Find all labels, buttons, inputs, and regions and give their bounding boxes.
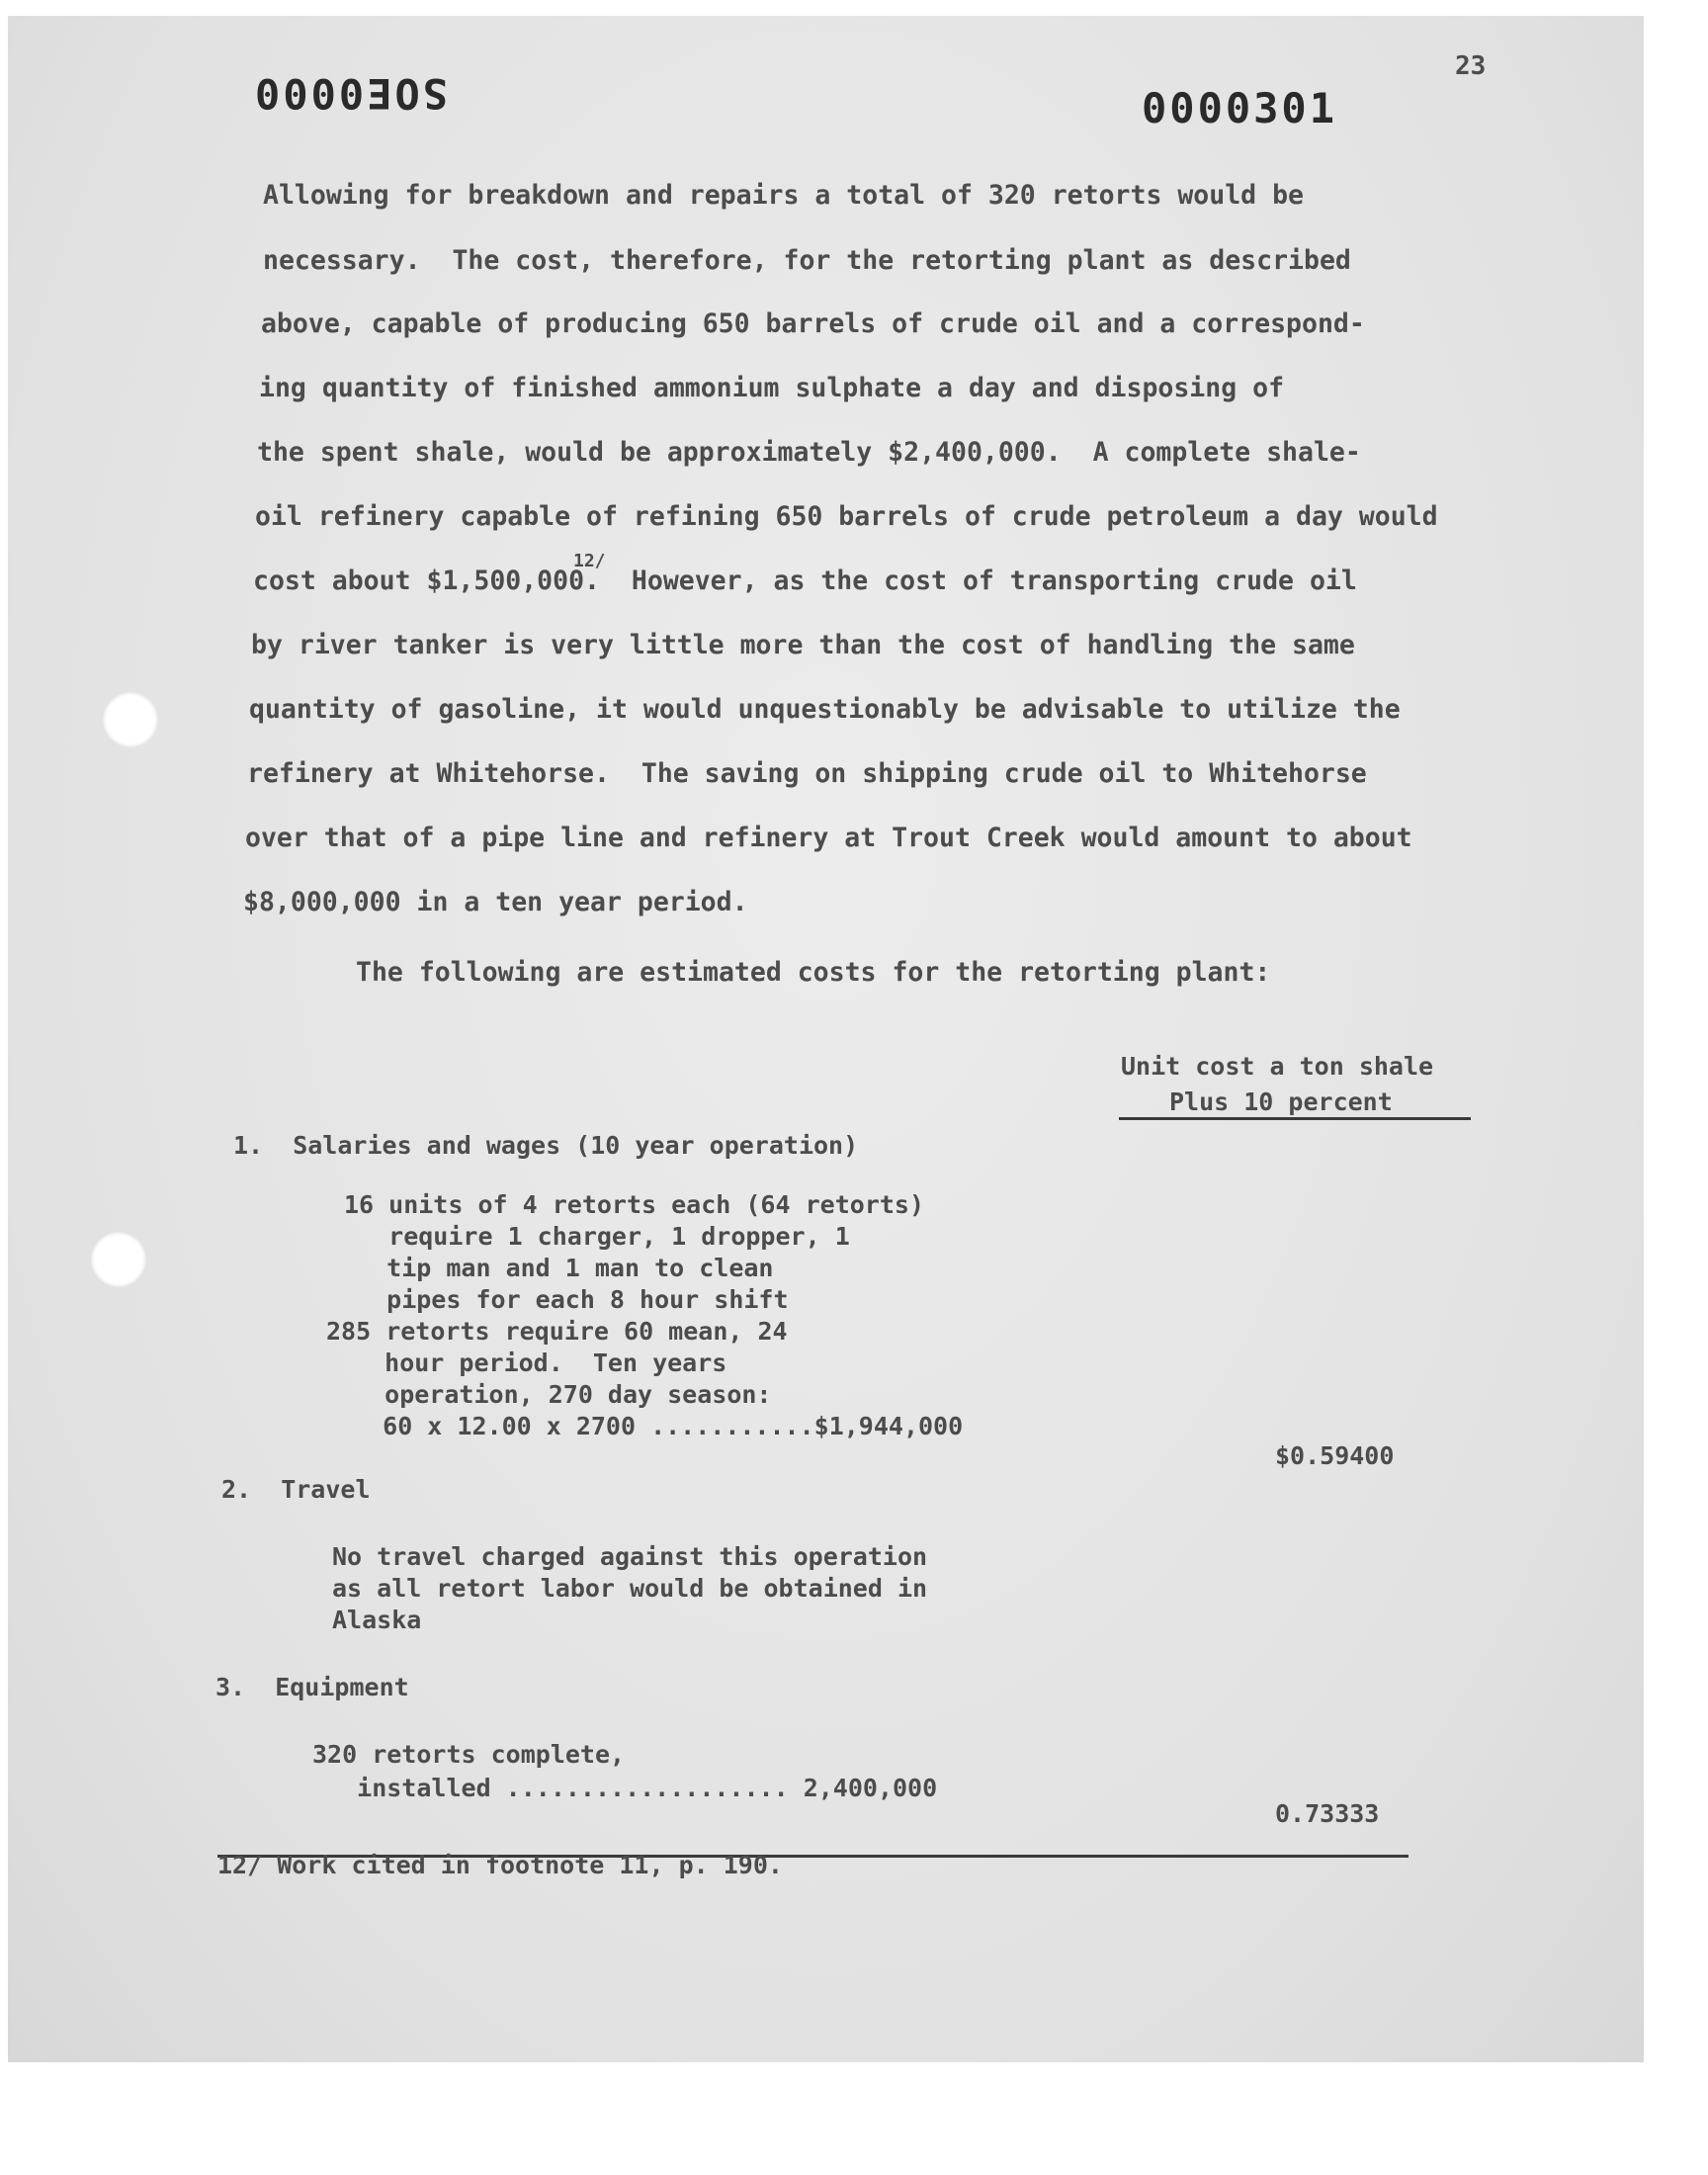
column-header-underline xyxy=(1119,1117,1471,1120)
paragraph-line: necessary. The cost, therefore, for the retorting plant as described xyxy=(263,245,1351,276)
paragraph-line: the spent shale, would be approximately $2,400,000. A complete shale- xyxy=(257,437,1361,468)
page-number: 23 xyxy=(1455,51,1487,81)
cost-item-line: tip man and 1 man to clean xyxy=(342,1254,774,1282)
paragraph-line: Allowing for breakdown and repairs a total of 320 retorts would be xyxy=(263,180,1304,211)
cost-item-line: installed ................... 2,400,000 xyxy=(312,1774,938,1802)
paragraph-line: refinery at Whitehorse. The saving on shipping crude oil to Whitehorse xyxy=(247,758,1367,789)
column-header-line2: Plus 10 percent xyxy=(1169,1088,1393,1116)
paragraph-line: quantity of gasoline, it would unquestionably be advisable to utilize the xyxy=(249,694,1401,725)
cost-item-line: Alaska xyxy=(332,1606,422,1634)
footnote-reference: 12/ xyxy=(573,551,606,571)
binder-hole-top xyxy=(103,692,158,747)
paragraph-line: oil refinery capable of refining 650 barrels of crude petroleum a day would xyxy=(255,501,1438,532)
stamp-number-right: 0000301 xyxy=(1142,84,1338,132)
paragraph-line: $8,000,000 in a ten year period. xyxy=(243,887,748,917)
cost-item-line: require 1 charger, 1 dropper, 1 xyxy=(344,1222,850,1251)
paragraph-line: over that of a pipe line and refinery at Trout Creek would amount to about xyxy=(245,823,1412,853)
stamp-number-left: SOE0000 xyxy=(252,69,449,118)
footnote-text: 12/ Work cited in footnote 11, p. 190. xyxy=(217,1851,783,1879)
cost-item-line: 16 units of 4 retorts each (64 retorts) xyxy=(344,1190,924,1219)
paragraph-line: by river tanker is very little more than the cost of handling the same xyxy=(251,630,1355,660)
column-header-line1: Unit cost a ton shale xyxy=(1121,1052,1434,1081)
binder-hole-bottom xyxy=(91,1232,146,1287)
paragraph-line: above, capable of producing 650 barrels of crude oil and a correspond- xyxy=(261,308,1365,339)
unit-cost-value: $0.59400 xyxy=(1275,1441,1395,1470)
cost-item-line: 285 retorts require 60 mean, 24 xyxy=(326,1317,788,1346)
paragraph-line: ing quantity of finished ammonium sulphate a day and disposing of xyxy=(259,373,1285,403)
cost-item-line: operation, 270 day season: xyxy=(340,1380,772,1409)
cost-item-line: 320 retorts complete, xyxy=(312,1740,626,1769)
cost-item-line: 60 x 12.00 x 2700 ...........$1,944,000 xyxy=(338,1412,964,1440)
cost-item-heading: 2. Travel xyxy=(221,1475,371,1504)
cost-item-heading: 1. Salaries and wages (10 year operation) xyxy=(233,1131,859,1160)
cost-item-line: pipes for each 8 hour shift xyxy=(342,1285,789,1314)
cost-item-line: as all retort labor would be obtained in xyxy=(332,1574,928,1603)
cost-item-heading: 3. Equipment xyxy=(215,1673,409,1701)
unit-cost-value: 0.73333 xyxy=(1275,1799,1380,1828)
paragraph-line: cost about $1,500,000. However, as the cost of transporting crude oil xyxy=(253,566,1357,596)
intro-line: The following are estimated costs for the retorting plant: xyxy=(356,957,1271,988)
cost-item-line: No travel charged against this operation xyxy=(332,1542,928,1571)
cost-item-line: hour period. Ten years xyxy=(340,1348,727,1377)
